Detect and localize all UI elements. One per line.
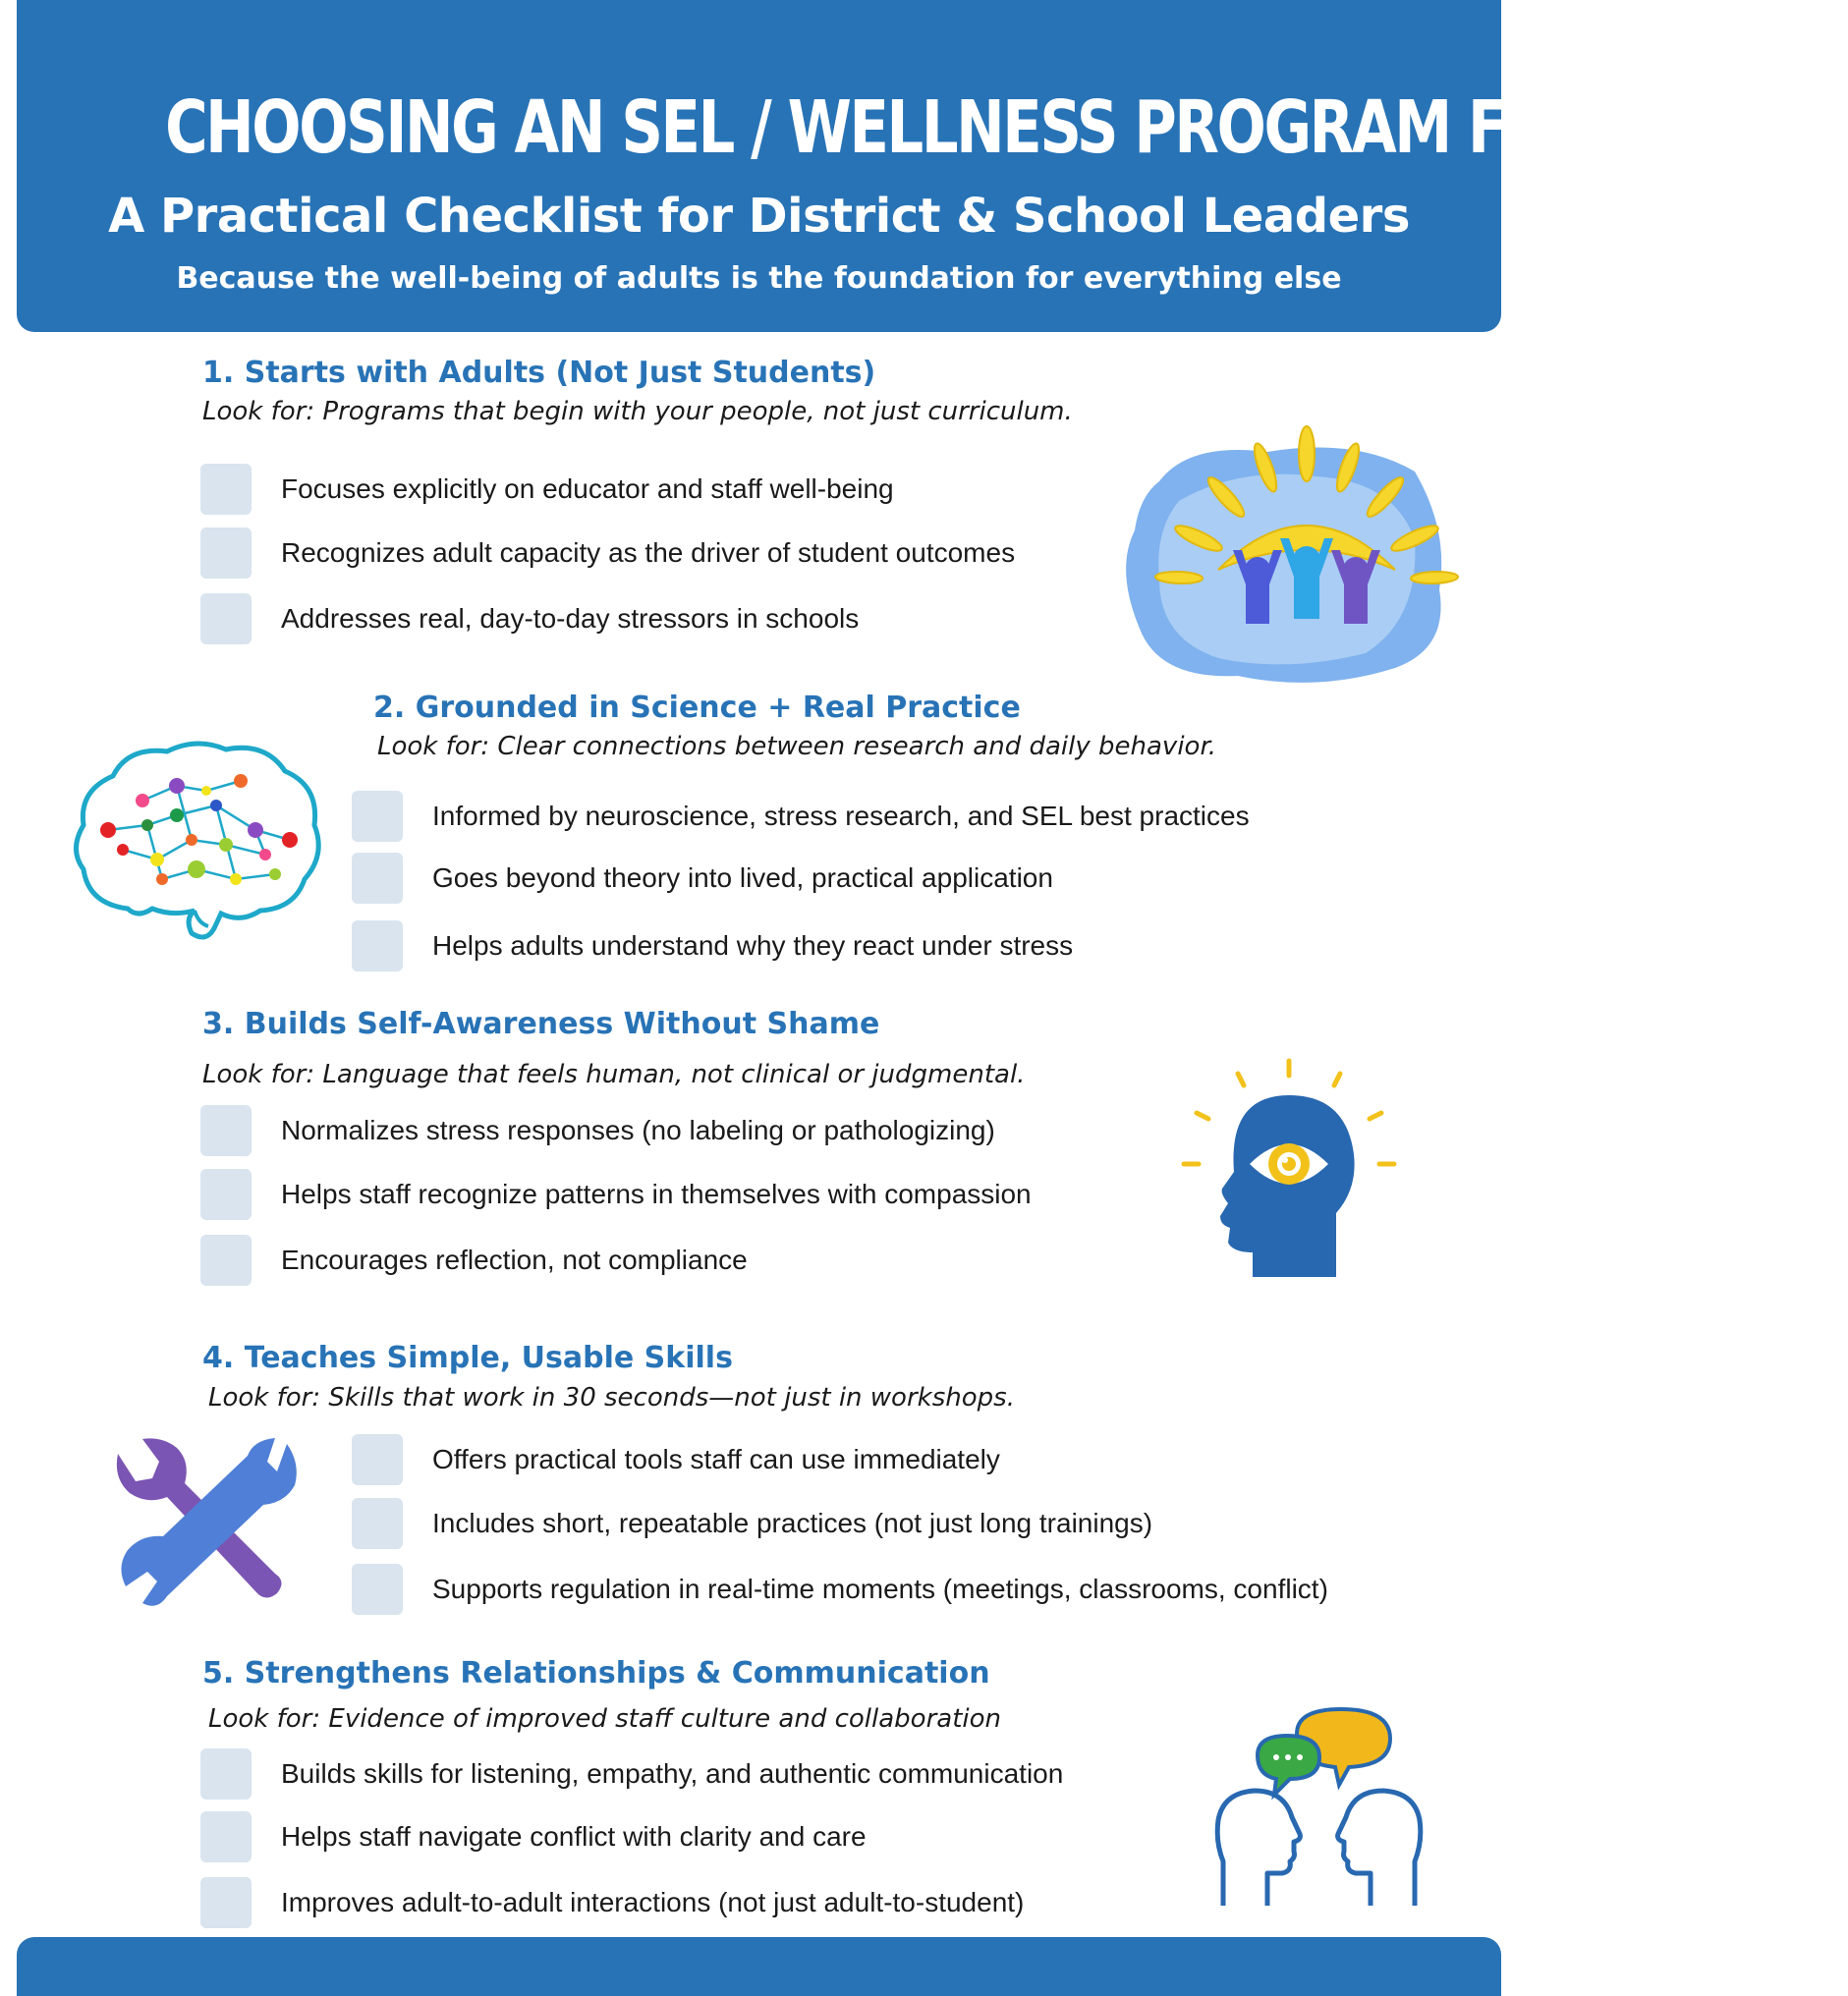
section-title: 5. Strengthens Relationships & Communication (202, 1656, 990, 1691)
checklist-item-text: Recognizes adult capacity as the driver of student outcomes (281, 537, 1016, 568)
checklist-item-text: Improves adult-to-adult interactions (not just adult-to-student) (281, 1887, 1025, 1917)
section-title: 2. Grounded in Science + Real Practice (373, 691, 1021, 725)
checklist-item-text: Helps staff navigate conflict with clarity and care (281, 1821, 867, 1852)
checkbox[interactable] (200, 527, 252, 579)
checklist-item-text: Supports regulation in real-time moments (meetings, classrooms, conflict) (432, 1574, 1328, 1604)
look-for-text: Look for: Clear connections between research and daily behavior. (377, 732, 1217, 761)
look-for-text: Look for: Language that feels human, not clinical or judgmental. (202, 1060, 1026, 1089)
header-banner (17, 0, 1848, 332)
checkbox[interactable] (352, 791, 403, 842)
crossed-wrenches-icon (108, 1434, 305, 1616)
checklist-item-text: Builds skills for listening, empathy, and authentic communication (281, 1758, 1064, 1789)
checklist-item-text: Helps adults understand why they react under stress (432, 930, 1074, 961)
footer-bar (17, 1937, 1501, 1996)
two-heads-chat-icon (1213, 1704, 1425, 1911)
checkbox[interactable] (200, 464, 252, 515)
checklist-item-text: Encourages reflection, not compliance (281, 1245, 748, 1275)
checklist-item-text: Includes short, repeatable practices (not just long trainings) (432, 1508, 1153, 1538)
page-title: CHOOSING AN SEL / WELLNESS PROGRAM FOR ADULTS (165, 85, 1848, 170)
checkbox[interactable] (352, 853, 403, 904)
checkbox[interactable] (200, 1748, 252, 1800)
section-title: 3. Builds Self-Awareness Without Shame (202, 1007, 880, 1041)
sun-people-icon (1120, 422, 1454, 688)
section-title: 4. Teaches Simple, Usable Skills (202, 1341, 733, 1375)
page-subtitle: A Practical Checklist for District & School Leaders (108, 189, 1410, 244)
checkbox[interactable] (352, 1498, 403, 1549)
checklist-item-text: Focuses explicitly on educator and staff well-being (281, 473, 894, 504)
head-eye-icon (1179, 1056, 1405, 1282)
checklist-item-text: Offers practical tools staff can use immediately (432, 1444, 1000, 1474)
look-for-text: Look for: Programs that begin with your people, not just curriculum. (202, 397, 1073, 426)
checklist-item-text: Helps staff recognize patterns in themselves with compassion (281, 1179, 1032, 1209)
checklist-item-text: Normalizes stress responses (no labeling or pathologizing) (281, 1115, 995, 1145)
checkbox[interactable] (200, 1169, 252, 1220)
look-for-text: Look for: Evidence of improved staff culture and collaboration (208, 1704, 1002, 1734)
checkbox[interactable] (200, 1877, 252, 1928)
look-for-text: Look for: Skills that work in 30 seconds—not just in workshops. (208, 1383, 1015, 1413)
checklist-item-text: Goes beyond theory into lived, practical application (432, 862, 1053, 893)
checkbox[interactable] (352, 1434, 403, 1485)
brain-network-icon (69, 732, 329, 943)
checklist-item-text: Addresses real, day-to-day stressors in schools (281, 603, 860, 634)
checkbox[interactable] (200, 593, 252, 644)
page-tagline: Because the well-being of adults is the foundation for everything else (176, 261, 1342, 296)
checkbox[interactable] (352, 920, 403, 971)
checkbox[interactable] (200, 1235, 252, 1286)
section-title: 1. Starts with Adults (Not Just Students) (202, 356, 876, 390)
checkbox[interactable] (352, 1564, 403, 1615)
checkbox[interactable] (200, 1811, 252, 1862)
checkbox[interactable] (200, 1105, 252, 1156)
checklist-item-text: Informed by neuroscience, stress research, and SEL best practices (432, 801, 1250, 831)
